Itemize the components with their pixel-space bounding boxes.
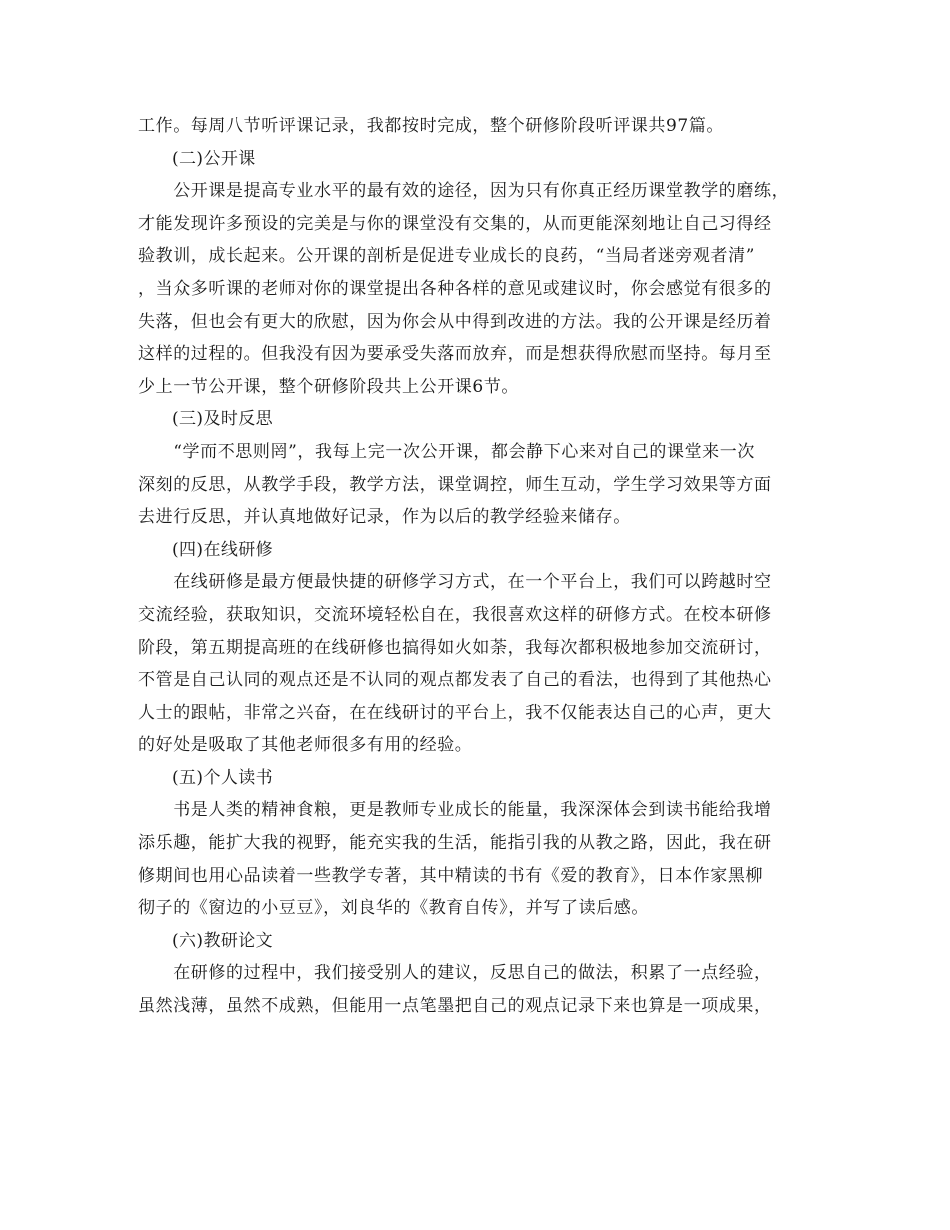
- section-heading-online-study: (四)在线研修: [172, 539, 274, 560]
- document-body: [138, 110, 818, 1023]
- body-text-line: 交流经验，获取知识，交流环境轻松自在，我很喜欢这样的研修方式。在校本研修: [138, 604, 772, 625]
- body-text-line: 工作。每周八节听评课记录，我都按时完成，整个研修阶段听评课共97篇。: [138, 116, 725, 136]
- body-text-line: 在研修的过程中，我们接受别人的建议，反思自己的做法，积累了一点经验，: [138, 963, 772, 984]
- body-text-line: 才能发现许多预设的完美是与你的课堂没有交集的，从而更能深刻地让自己习得经: [138, 213, 772, 234]
- body-text-line: “学而不思则罔”，我每上完一次公开课，都会静下心来对自己的课堂来一次: [138, 441, 755, 462]
- body-text-line: 验教训，成长起来。公开课的剖析是促进专业成长的良药，“当局者迷旁观者清”: [138, 246, 755, 267]
- body-text-line: 少上一节公开课，整个研修阶段共上公开课6节。: [138, 376, 520, 397]
- section-heading-research-papers: (六)教研论文: [172, 930, 274, 951]
- body-text-line: 去进行反思，并认真地做好记录，作为以后的教学经验来储存。: [138, 507, 631, 528]
- body-text-line: 失落，但也会有更大的欣慰，因为你会从中得到改进的方法。我的公开课是经历着: [138, 311, 772, 332]
- body-text-line: 这样的过程的。但我没有因为要承受失落而放弃，而是想获得欣慰而坚持。每月至: [138, 344, 772, 365]
- body-text-line: 修期间也用心品读着一些教学专著，其中精读的书有《爱的教育》，日本作家黑柳: [138, 865, 764, 886]
- body-text-line: 在线研修是最方便最快捷的研修学习方式，在一个平台上，我们可以跨越时空: [138, 572, 772, 593]
- body-text-line: 公开课是提高专业水平的最有效的途径，因为只有你真正经历课堂教学的磨练，: [138, 181, 790, 202]
- body-text-line: 阶段，第五期提高班的在线研修也搞得如火如荼，我每次都积极地参加交流研讨，: [138, 637, 772, 658]
- section-heading-reflection: (三)及时反思: [172, 409, 274, 430]
- section-heading-personal-reading: (五)个人读书: [172, 767, 274, 788]
- body-text-line: 不管是自己认同的观点还是不认同的观点都发表了自己的看法，也得到了其他热心: [138, 670, 772, 691]
- body-text-line: 的好处是吸取了其他老师很多有用的经验。: [138, 735, 473, 756]
- body-text-line: 彻子的《窗边的小豆豆》，刘良华的《教育自传》，并写了读后感。: [138, 898, 649, 919]
- body-text-line: 虽然浅薄，虽然不成熟，但能用一点笔墨把自己的观点记录下来也算是一项成果，: [138, 996, 772, 1017]
- body-text-line: 深刻的反思，从教学手段，教学方法，课堂调控，师生互动，学生学习效果等方面: [138, 474, 772, 495]
- body-text-line: ，当众多听课的老师对你的课堂提出各种各样的意见或建议时，你会感觉有很多的: [138, 278, 772, 299]
- body-text-line: 人士的跟帖，非常之兴奋，在在线研讨的平台上，我不仅能表达自己的心声，更大: [138, 702, 772, 723]
- section-heading-open-class: (二)公开课: [172, 148, 256, 169]
- body-text-line: 书是人类的精神食粮，更是教师专业成长的能量，我深深体会到读书能给我增: [138, 800, 772, 821]
- body-text-line: 添乐趣，能扩大我的视野，能充实我的生活，能指引我的从教之路，因此，我在研: [138, 833, 772, 854]
